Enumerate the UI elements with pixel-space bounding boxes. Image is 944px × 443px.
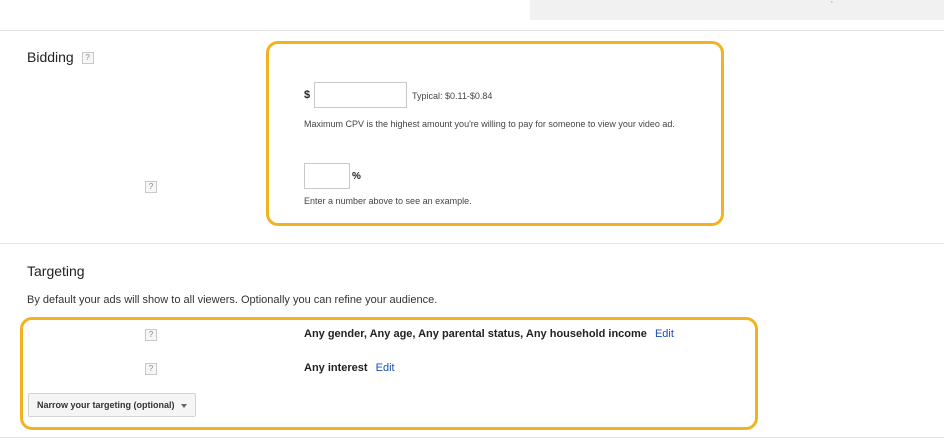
narrow-targeting-dropdown[interactable] [28, 393, 196, 417]
help-icon[interactable]: ? [145, 329, 157, 341]
demographics-edit-link[interactable]: Edit [654, 328, 674, 340]
currency-symbol: $ [304, 89, 311, 101]
max-cpv-input[interactable] [314, 82, 407, 108]
targeting-title: Targeting [27, 263, 85, 279]
cpv-note: Maximum CPV is the highest amount you're willing to pay for someone to view your video ad. [304, 119, 675, 129]
narrow-targeting-label: Narrow your targeting (optional) [37, 400, 175, 410]
bidding-section-title [27, 49, 94, 65]
targeting-description: By default your ads will show to all viewers. Optionally you can refine your audience. [27, 294, 438, 306]
percent-note: Enter a number above to see an example. [304, 196, 472, 206]
interests-summary: Any interest [304, 362, 368, 374]
decorative-mark: · [830, 0, 834, 8]
typical-range-text: Typical: $0.11-$0.84 [412, 91, 493, 101]
interests-edit-link[interactable]: Edit [375, 362, 395, 374]
chevron-down-icon [181, 404, 187, 408]
interests-row [304, 362, 395, 374]
divider-bottom [0, 437, 944, 438]
demographics-summary: Any gender, Any age, Any parental status, Any household income [304, 328, 647, 340]
divider-middle [0, 243, 944, 244]
divider-top [0, 30, 944, 31]
demographics-row [304, 328, 674, 340]
help-icon[interactable]: ? [145, 363, 157, 375]
help-icon[interactable]: ? [145, 181, 157, 193]
help-icon[interactable]: ? [82, 52, 94, 64]
bidding-title: Bidding [27, 49, 74, 65]
top-gray-panel [530, 0, 944, 20]
percent-input[interactable] [304, 163, 350, 189]
percent-symbol: % [352, 171, 361, 182]
